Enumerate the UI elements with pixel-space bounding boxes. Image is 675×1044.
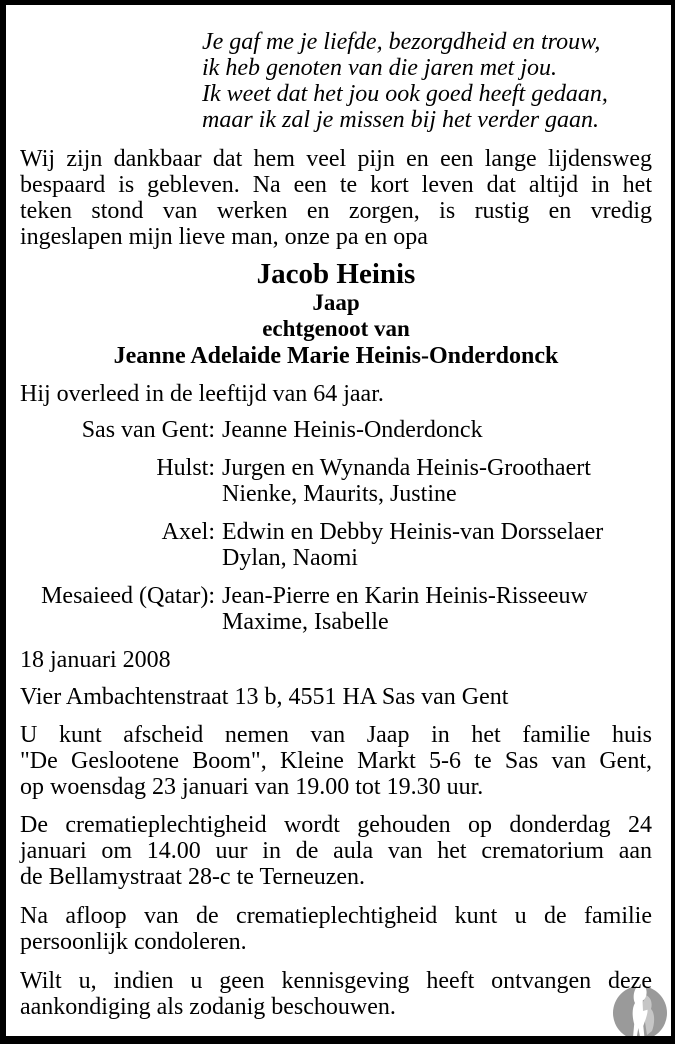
deceased-nickname: Jaap	[312, 290, 360, 315]
family-name-line: Jurgen en Wynanda Heinis-Groothaert	[222, 455, 591, 481]
text-line: Je gaf me je liefde, bezorgdheid en trouw,	[202, 29, 601, 55]
relation-label: echtgenoot van	[262, 316, 410, 341]
text-line: "De Geslootene Boom", Kleine Markt 5-6 te Sas van Gent,	[20, 748, 652, 774]
text-line: bespaard is gebleven. Na een te kort leven dat altijd in het	[20, 172, 652, 198]
text-line: de Bellamystraat 28-c te Terneuzen.	[20, 864, 366, 890]
family-row	[20, 519, 652, 571]
visitation-paragraph	[20, 722, 652, 800]
text-line: op woensdag 23 januari van 19.00 tot 19.30 uur.	[20, 774, 484, 800]
family-place: Mesaieed (Qatar):	[41, 583, 215, 609]
family-row	[20, 417, 652, 443]
family-place: Axel:	[161, 519, 215, 545]
cremation-paragraph	[20, 812, 652, 890]
address-line: Vier Ambachtenstraat 13 b, 4551 HA Sas van Gent	[20, 684, 509, 710]
text-line: U kunt afscheid nemen van Jaap in het familie huis	[20, 722, 652, 748]
text-line: maar ik zal je missen bij het verder gaan.	[202, 107, 600, 133]
family-place: Sas van Gent:	[81, 417, 215, 443]
family-names	[222, 519, 603, 571]
text-line: Wij zijn dankbaar dat hem veel pijn en een lange lijdensweg	[20, 146, 652, 172]
text-line: persoonlijk condoleren.	[20, 929, 247, 955]
condolence-paragraph	[20, 903, 652, 955]
family-name-line: Dylan, Naomi	[222, 545, 358, 571]
spouse-name: Jeanne Adelaide Marie Heinis-Onderdonck	[113, 343, 559, 369]
family-list	[20, 417, 652, 635]
age-line: Hij overleed in de leeftijd van 64 jaar.	[20, 381, 384, 407]
text-line: Wilt u, indien u geen kennisgeving heeft ontvangen deze	[20, 968, 652, 994]
family-name-line: Nienke, Maurits, Justine	[222, 481, 457, 507]
family-name-line: Edwin en Debby Heinis-van Dorsselaer	[222, 519, 604, 545]
deceased-name: Jacob Heinis	[256, 258, 416, 290]
deceased-block	[20, 258, 652, 370]
intro-paragraph	[20, 146, 652, 250]
poem	[202, 29, 652, 133]
family-names	[222, 417, 483, 443]
family-row	[20, 455, 652, 507]
family-row	[20, 583, 652, 635]
family-names	[222, 455, 591, 507]
family-place: Hulst:	[156, 455, 215, 481]
family-name-line: Jeanne Heinis-Onderdonck	[222, 417, 483, 443]
text-line: Ik weet dat het jou ook goed heeft gedaan,	[202, 81, 608, 107]
notice-paragraph	[20, 968, 652, 1020]
family-name-line: Jean-Pierre en Karin Heinis-Risseeuw	[222, 583, 588, 609]
family-names	[222, 583, 588, 635]
text-line: De crematieplechtigheid wordt gehouden op donderdag 24	[20, 812, 652, 838]
text-line: teken stond van werken en zorgen, is rustig en vredig	[20, 198, 652, 224]
text-line: januari om 14.00 uur in de aula van het crematorium aan	[20, 838, 652, 864]
text-line: aankondiging als zodanig beschouwen.	[20, 994, 396, 1020]
date-line: 18 januari 2008	[20, 647, 171, 673]
announcement-content	[6, 5, 671, 1036]
text-line: Na afloop van de crematieplechtigheid kunt u de familie	[20, 903, 652, 929]
text-line: ingeslapen mijn lieve man, onze pa en opa	[20, 224, 428, 250]
family-name-line: Maxime, Isabelle	[222, 609, 389, 635]
text-line: ik heb genoten van die jaren met jou.	[202, 55, 558, 81]
